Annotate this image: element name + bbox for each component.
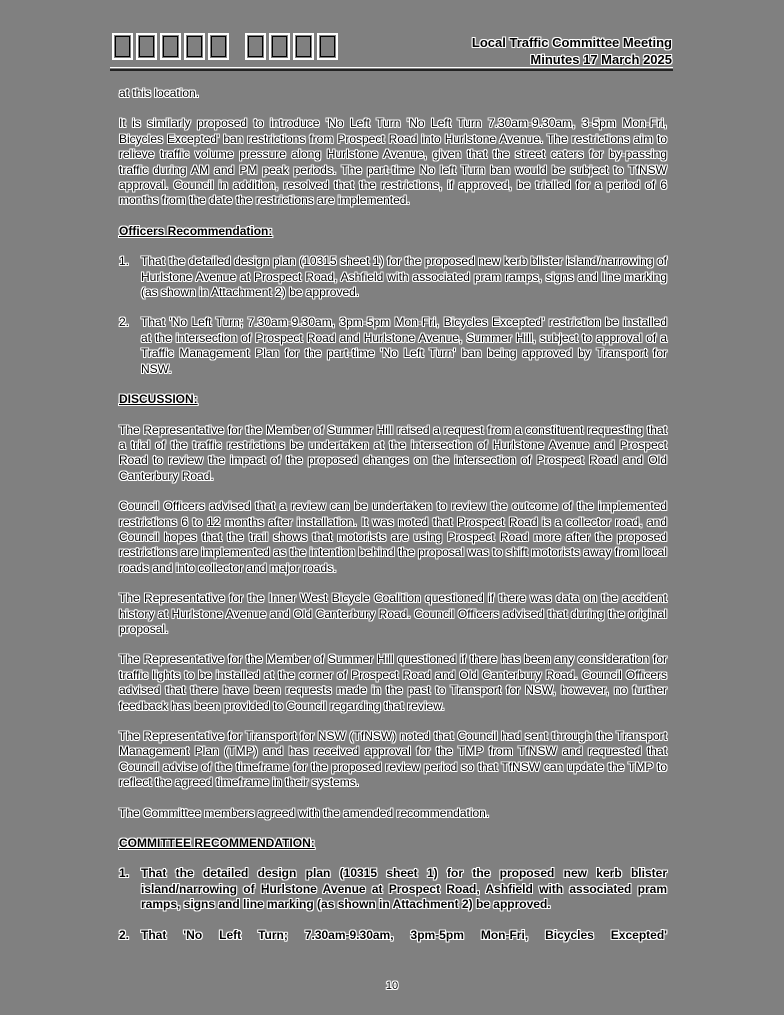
list-item-text: That 'No Left Turn; 7.30am-9.30am, 3pm-5pm Mon-Fri, Bicycles Excepted' restriction be installed at the intersection of Prospect Road and Hurlstone Avenue, Summer Hill, subject to approval of a Traffic Management Plan for the part-time 'No Left Turn' ban being approved by Transport for NSW. [141, 315, 667, 376]
logo-glyph-r-icon [208, 33, 229, 60]
discussion-paragraph: The Representative for Transport for NSW (TfNSW) noted that Council had sent through the Transport Management Plan (TMP) and has received approval for the TMP from TfNSW and requested that Council advise of the timeframe for the proposed review period so that TfNSW can update the TMP to reflect the agreed timeframe in their systems. [119, 729, 667, 790]
officers-recommendation-heading: Officers Recommendation: [119, 223, 273, 238]
logo-glyph-t-icon [317, 33, 338, 60]
logo-glyph-w-icon [245, 33, 266, 60]
committee-recommendation-list [119, 866, 667, 943]
list-item [119, 866, 667, 912]
committee-recommendation-heading: COMMITTEE RECOMMENDATION: [119, 836, 315, 851]
officers-recommendation-list [119, 254, 667, 377]
minutes-date: Minutes 17 March 2025 [530, 52, 672, 67]
meeting-title: Local Traffic Committee Meeting [471, 35, 672, 50]
list-item-text: That the detailed design plan (10315 sheet 1) for the proposed new kerb blister island/narrowing of Hurlstone Avenue at Prospect Road, Ashfield with associated pram ramps, signs and line marking (as shown in Attachment 2) be approved. [141, 866, 667, 912]
logo-glyph-e-icon [269, 33, 290, 60]
list-item [119, 928, 667, 943]
list-number: 2. [119, 927, 130, 942]
list-number: 1. [119, 866, 130, 881]
inner-west-logo [112, 33, 338, 60]
continuation-text: at this location. [119, 86, 200, 100]
list-item [119, 315, 667, 377]
discussion-paragraph: Council Officers advised that a review can be undertaken to review the outcome of the implemented restrictions 6 to 12 months after installation. It was noted that Prospect Road is a collector road, and Council hopes that the trail shows that motorists are using Prospect Road more after the proposed restrictions are implemented as the intention behind the proposal was to shift motorists away from local roads and into collector and major roads. [119, 499, 667, 575]
discussion-heading: DISCUSSION: [119, 392, 198, 407]
discussion-paragraph: The Representative for the Member of Summer Hill raised a request from a constituent requesting that a trial of the traffic restrictions be undertaken at the intersection of Hurlstone Avenue and Prospect Road to review the impact of the proposed changes on the intersection of Prospect Road and Old Canterbury Road. [119, 422, 667, 483]
header-rule-dark [110, 69, 673, 71]
header-title-block [472, 34, 672, 68]
logo-glyph-n-icon [136, 33, 157, 60]
logo-glyph-s-icon [293, 33, 314, 60]
logo-space [232, 33, 242, 60]
logo-glyph-e-icon [184, 33, 205, 60]
page-header [110, 30, 672, 72]
discussion-paragraph: The Committee members agreed with the amended recommendation. [119, 805, 490, 820]
logo-glyph-i-icon [112, 33, 133, 60]
list-number: 1. [119, 254, 130, 269]
intro-paragraph: It is similarly proposed to introduce 'No Left Turn 'No Left Turn 7.30am-9.30am, 3-5pm Mon-Fri, Bicycles Excepted' ban restrictions from Prospect Road into Hurlstone Avenue. The restrictions aim to relieve traffic volume pressure along Hurlstone Avenue, given that the street caters for by-passing traffic during AM and PM peak periods. The part-time No left Turn ban would be subject to TfNSW approval. Council in addition, resolved that the restrictions, if approved, be trialled for a period of 6 months from the date the restrictions are implemented. [119, 116, 667, 208]
page-number: 10 [385, 980, 399, 992]
discussion-paragraph: The Representative for the Member of Summer Hill questioned if there has been any consideration for traffic lights to be installed at the corner of Prospect Road and Old Canterbury Road. Council Officers advised that there have been requests made in the past to Transport for NSW, however, no further feedback has been provided to Council regarding that review. [119, 652, 667, 713]
list-item-text: That 'No Left Turn; 7.30am-9.30am, 3pm-5pm Mon-Fri, Bicycles Excepted' [141, 927, 667, 942]
discussion-paragraph: The Representative for the Inner West Bicycle Coalition questioned if there was data on the accident history at Hurlstone Avenue and Old Canterbury Road. Council Officers advised that during the original proposal. [119, 591, 667, 636]
list-item [119, 254, 667, 300]
logo-glyph-n-icon [160, 33, 181, 60]
header-rule-light [110, 67, 673, 68]
list-item-text: That the detailed design plan (10315 sheet 1) for the proposed new kerb blister island/narrowing of Hurlstone Avenue at Prospect Road, Ashfield with associated pram ramps, signs and line marking (as shown in Attachment 2) be approved. [141, 254, 667, 300]
document-body [119, 86, 667, 958]
list-number: 2. [119, 315, 130, 330]
